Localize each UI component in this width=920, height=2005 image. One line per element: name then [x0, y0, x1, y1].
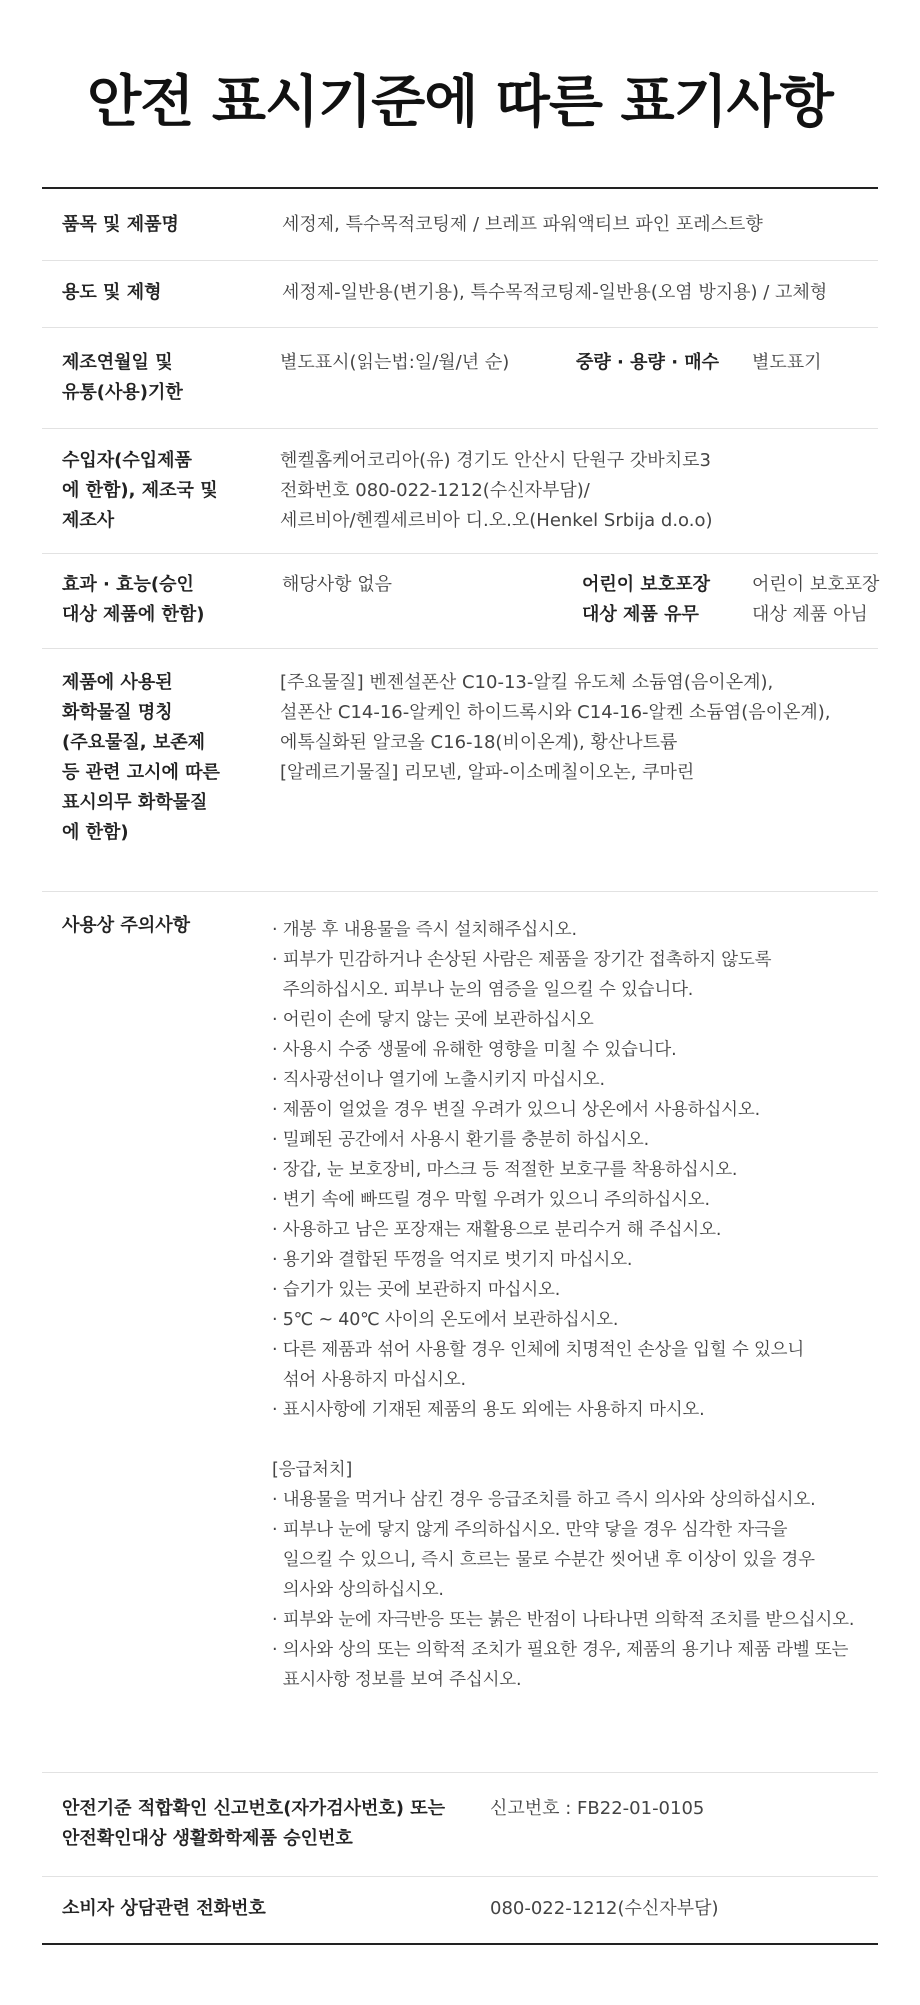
- value-line: 설폰산 C14-16-알케인 하이드록시와 C14-16-알켄 소듐염(음이온계),: [280, 702, 831, 723]
- label-line: 유통(사용)기한: [62, 382, 183, 403]
- caution-line: · 밀폐된 공간에서 사용시 환기를 충분히 하십시오.: [272, 1130, 650, 1150]
- cautions-list: [272, 915, 854, 1695]
- row-divider: [42, 891, 878, 892]
- report-number-label: [62, 1794, 445, 1854]
- caution-line: · 사용하고 남은 포장재는 재활용으로 분리수거 해 주십시오.: [272, 1220, 722, 1240]
- caution-line: 섞어 사용하지 마십시오.: [272, 1370, 466, 1390]
- row-divider: [42, 553, 878, 554]
- manufacture-date-value: 별도표시(읽는법:일/월/년 순): [280, 352, 510, 373]
- table-bottom-rule: [42, 1943, 878, 1945]
- consumer-phone-value: 080-022-1212(수신자부담): [490, 1898, 719, 1919]
- first-aid-line: · 피부와 눈에 자극반응 또는 붉은 반점이 나타나면 의학적 조치를 받으십시오.: [272, 1610, 855, 1630]
- chemicals-value: [280, 668, 831, 788]
- row-divider: [42, 260, 878, 261]
- caution-line: · 표시사항에 기재된 제품의 용도 외에는 사용하지 마시오.: [272, 1400, 705, 1420]
- row-divider: [42, 428, 878, 429]
- label-line: 수입자(수입제품: [62, 450, 192, 471]
- caution-line: · 습기가 있는 곳에 보관하지 마십시오.: [272, 1280, 561, 1300]
- first-aid-line: 의사와 상의하십시오.: [272, 1580, 444, 1600]
- value-line: 에톡실화된 알코올 C16-18(비이온계), 황산나트륨: [280, 732, 678, 753]
- label-line: 대상 제품 유무: [582, 604, 699, 625]
- label-line: 에 한함), 제조국 및: [62, 480, 218, 501]
- caution-line: · 제품이 얼었을 경우 변질 우려가 있으니 상온에서 사용하십시오.: [272, 1100, 760, 1120]
- caution-line: · 사용시 수중 생물에 유해한 영향을 미칠 수 있습니다.: [272, 1040, 677, 1060]
- weight-volume-label: 중량 · 용량 · 매수: [576, 352, 720, 373]
- weight-volume-value: 별도표기: [752, 352, 822, 373]
- first-aid-line: · 의사와 상의 또는 의학적 조치가 필요한 경우, 제품의 용기나 제품 라벨 또는: [272, 1640, 849, 1660]
- cautions-label: 사용상 주의사항: [62, 915, 190, 936]
- caution-line: · 5℃ ~ 40℃ 사이의 온도에서 보관하십시오.: [272, 1310, 619, 1330]
- efficacy-value: 해당사항 없음: [282, 574, 393, 595]
- item-name-label: 품목 및 제품명: [62, 214, 179, 235]
- first-aid-line: · 피부나 눈에 닿지 않게 주의하십시오. 만약 닿을 경우 심각한 자극을: [272, 1520, 788, 1540]
- label-line: 안전확인대상 생활화학제품 승인번호: [62, 1828, 353, 1849]
- caution-line: · 피부가 민감하거나 손상된 사람은 제품을 장기간 접촉하지 않도록: [272, 950, 772, 970]
- value-line: 전화번호 080-022-1212(수신자부담)/: [280, 480, 590, 501]
- label-line: 에 한함): [62, 822, 129, 843]
- value-line: 대상 제품 아님: [752, 604, 868, 625]
- caution-line: · 장갑, 눈 보호장비, 마스크 등 적절한 보호구를 착용하십시오.: [272, 1160, 738, 1180]
- row-divider: [42, 327, 878, 328]
- usage-form-value: 세정제-일반용(변기용), 특수목적코팅제-일반용(오염 방지용) / 고체형: [282, 282, 828, 303]
- importer-label: [62, 446, 218, 536]
- consumer-phone-label: 소비자 상담관련 전화번호: [62, 1898, 266, 1919]
- caution-line: · 어린이 손에 닿지 않는 곳에 보관하십시오: [272, 1010, 594, 1030]
- chemicals-label: [62, 668, 220, 848]
- label-line: 제조연월일 및: [62, 352, 173, 373]
- value-line: [주요물질] 벤젠설폰산 C10-13-알킬 유도체 소듐염(음이온계),: [280, 672, 774, 693]
- table-top-rule: [42, 187, 878, 189]
- first-aid-line: · 내용물을 먹거나 삼킨 경우 응급조치를 하고 즉시 의사와 상의하십시오.: [272, 1490, 816, 1510]
- label-line: 화학물질 명칭: [62, 702, 173, 723]
- manufacture-date-label: [62, 348, 183, 408]
- label-line: 어린이 보호포장: [582, 574, 710, 595]
- caution-line: · 용기와 결합된 뚜껑을 억지로 벗기지 마십시오.: [272, 1250, 633, 1270]
- caution-line: 주의하십시오. 피부나 눈의 염증을 일으킬 수 있습니다.: [272, 980, 694, 1000]
- importer-value: [280, 446, 713, 536]
- item-name-value: 세정제, 특수목적코팅제 / 브레프 파워액티브 파인 포레스트향: [282, 214, 763, 235]
- first-aid-line: 일으킬 수 있으니, 즉시 흐르는 물로 수분간 씻어낸 후 이상이 있을 경우: [272, 1550, 815, 1570]
- caution-line: · 개봉 후 내용물을 즉시 설치해주십시오.: [272, 920, 577, 940]
- first-aid-line: 표시사항 정보를 보여 주십시오.: [272, 1670, 522, 1690]
- label-line: 안전기준 적합확인 신고번호(자가검사번호) 또는: [62, 1798, 446, 1819]
- usage-form-label: 용도 및 제형: [62, 282, 162, 303]
- value-line: 어린이 보호포장: [752, 574, 880, 595]
- page-title: 안전 표시기준에 따른 표기사항: [87, 70, 833, 135]
- child-packaging-value: [752, 570, 879, 630]
- row-divider: [42, 648, 878, 649]
- caution-spacer: [272, 1425, 854, 1455]
- label-line: 효과 · 효능(승인: [62, 574, 194, 595]
- caution-line: · 다른 제품과 섞어 사용할 경우 인체에 치명적인 손상을 입힐 수 있으니: [272, 1340, 805, 1360]
- report-number-value: 신고번호 : FB22-01-0105: [490, 1798, 705, 1819]
- label-line: 대상 제품에 한함): [62, 604, 205, 625]
- label-line: (주요물질, 보존제: [62, 732, 206, 753]
- row-divider: [42, 1876, 878, 1877]
- child-packaging-label: [582, 570, 710, 630]
- value-line: [알레르기물질] 리모넨, 알파-이소메칠이오논, 쿠마린: [280, 762, 695, 783]
- label-line: 등 관련 고시에 따른: [62, 762, 220, 783]
- value-line: 세르비아/헨켈세르비아 디.오.오(Henkel Srbija d.o.o): [280, 510, 713, 531]
- label-line: 제품에 사용된: [62, 672, 173, 693]
- efficacy-label: [62, 570, 204, 630]
- first-aid-heading: [응급처치]: [272, 1460, 353, 1480]
- caution-line: · 직사광선이나 열기에 노출시키지 마십시오.: [272, 1070, 605, 1090]
- caution-line: · 변기 속에 빠뜨릴 경우 막힐 우려가 있으니 주의하십시오.: [272, 1190, 710, 1210]
- value-line: 헨켈홈케어코리아(유) 경기도 안산시 단원구 갓바치로3: [280, 450, 711, 471]
- label-line: 표시의무 화학물질: [62, 792, 208, 813]
- row-divider: [42, 1772, 878, 1773]
- label-line: 제조사: [62, 510, 115, 531]
